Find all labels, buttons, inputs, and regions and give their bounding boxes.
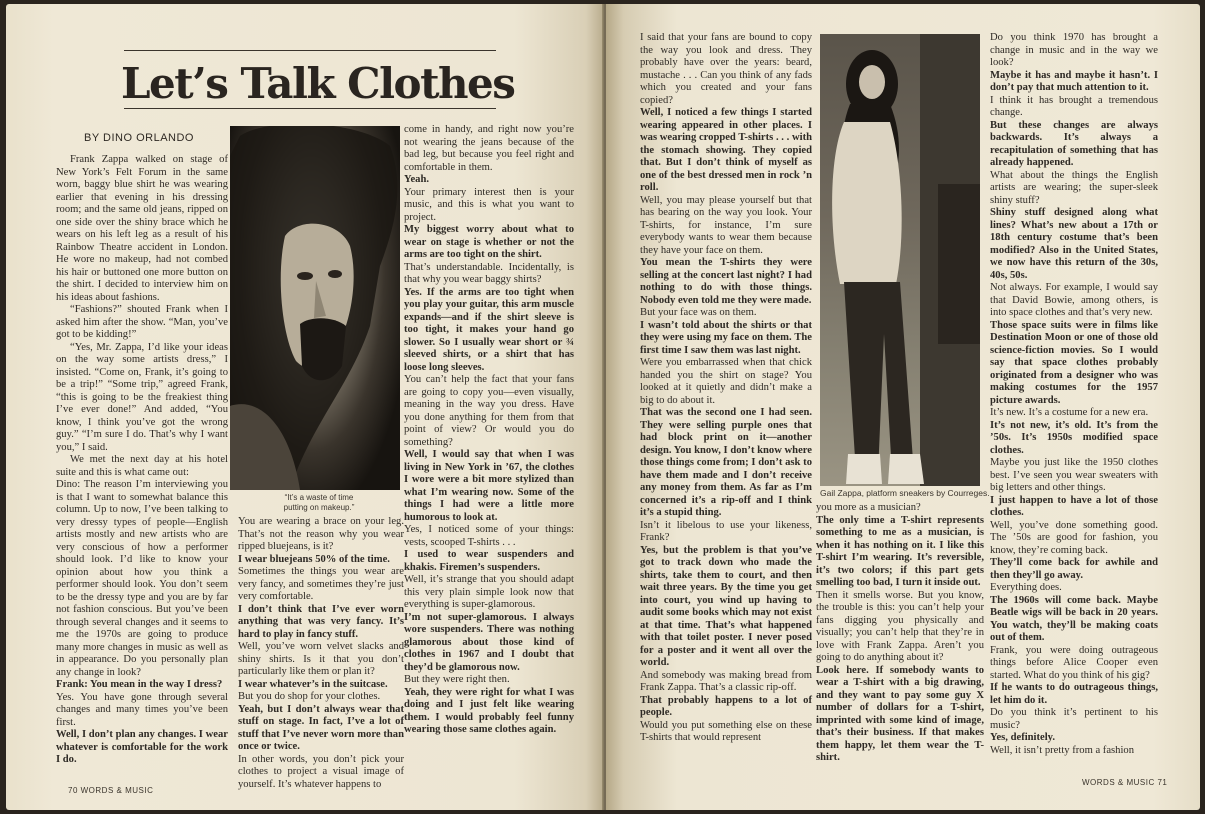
paragraph: “Yes, Mr. Zappa, I’d like your ideas on the way some artists dress,” I insisted. “Come on, Frank, it’s going to be a trip!” “Some trip,” agreed Frank, “this is going to be the freakiest thing I’ve ever done!” And added, “You know, I think you’ve got the wrong guy.” “I’m sure I do. That’s why I want you,” I said. (56, 341, 228, 453)
paragraph: And somebody was making bread from Frank Zappa. That’s a classic rip-off. (640, 669, 812, 693)
paragraph: Yeah. (404, 174, 430, 185)
paragraph: I wear bluejeans 50% of the time. (238, 553, 390, 565)
paragraph: In other words, you don’t pick your clothes to project a visual image of yourself. It’s whatever happens to (238, 753, 404, 790)
paragraph: Isn’t it libelous to use your likeness, Frank? (640, 519, 812, 543)
paragraph: Well, I don’t plan any changes. I wear whatever is comfortable for the work I do. (56, 729, 228, 765)
paragraph: Well, I would say that when I was living in New York in ’67, the clothes I wore were a bit more stylized than what I’m wearing now. Some of the things I had were a little more humorous to look at. (404, 449, 574, 523)
paragraph: The only time a T-shirt represents something to me as a musician, is when it has nothing on it. I like this T-shirt I’m wearing. It’s reversible, it’s two colors; if this part gets smelling too bad, I turn it inside out. (816, 514, 984, 588)
paragraph: Shiny stuff designed along what lines? What’s new about a 17th or 18th century costume that’s been modified? Also in the United States, we now have this return of the 30s, 40s, 50s. (990, 207, 1158, 281)
paragraph: It’s not new, it’s old. It’s from the ’50s. It’s 1950s modified space clothes. (990, 419, 1158, 456)
paragraph: I’m not super-glamorous. I always wore suspenders. There was nothing glamorous about those kind of clothes in 1967 and I doubt that they’d be glamorous now. (404, 611, 574, 673)
title-rule-bottom (124, 108, 496, 109)
paragraph: It’s new. It’s a costume for a new era. (990, 407, 1149, 418)
paragraph: I said that your fans are bound to copy the way you look and dress. They probably have over the years: beard, mustache . . . Can you think of any fads which you created and your fans copied? (640, 32, 812, 106)
paragraph: Well, you’ve done something good. The ’50s are good for fashion, you know, they’re coming back. (990, 519, 1158, 556)
paragraph: I used to wear suspenders and khakis. Firemen’s suspenders. (404, 549, 574, 573)
paragraph: Not always. For example, I would say that David Bowie, among others, is into space clothes and that’s very new. (990, 282, 1158, 318)
paragraph: Yes, definitely. (990, 732, 1056, 743)
paragraph: Well, I noticed a few things I started wearing appeared in other places. I was wearing cropped T-shirts . . . with the stomach showing. They copied that. But I don’t think of myself as one of the best dressed men in rock ’n roll. (640, 107, 812, 193)
paragraph: you more as a musician? (816, 502, 921, 513)
paragraph: Frank, you were doing outrageous things before Alice Cooper even started. What do you think of his gig? (990, 644, 1158, 681)
byline: BY DINO ORLANDO (84, 132, 194, 144)
paragraph: come in handy, and right now you’re not wearing the jeans because of the bad leg, but because you feel right and comfortable in them. (404, 124, 574, 173)
paragraph: We met the next day at his hotel suite and this is what came out: (56, 454, 228, 478)
left-column-2 (238, 516, 404, 791)
paragraph: You can’t help the fact that your fans are going to copy you—even visually, meaning in the way you dress. Have you done anything for them from that point of view? Or would you do something? (404, 374, 574, 448)
paragraph: Were you embarrassed when that chick handed you the shirt on stage? You looked at it quietly and didn’t make a big to do about it. (640, 357, 812, 406)
paragraph: Dino: The reason I’m interviewing you is that I want to somewhat balance this column. Up to now, I’ve been talking to very dressy types of people—English artists mostly and new artists who are very conscious of how a performer should look. I’d like to know your opinion about how you think a performer should look. You don’t seem to be the dressy type and you are by far not fashion conscious. But you’ve been through several changes and it seems to me the 1970s are going to produce many more changes in music as well as in appearance. Do you personally plan any change in look? (56, 479, 228, 678)
page-number-left: 70 WORDS & MUSIC (68, 786, 154, 795)
paragraph: But you do shop for your clothes. (238, 691, 381, 702)
paragraph: If he wants to do outrageous things, let him do it. (990, 682, 1158, 706)
paragraph: I don’t think that I’ve ever worn anything that was very fancy. It’s hard to play in fancy stuff. (238, 603, 404, 640)
paragraph: Frank: You mean in the way I dress? (56, 679, 223, 690)
paragraph: That was the second one I had seen. They were selling purple ones that had block print on it—another design. You know, I don’t know where those things come from; I don’t ask to have them made and I don’t receive any money from them. As far as I’m concerned it’s a rip-off and I think it’s a stupid thing. (640, 407, 812, 518)
photo-caption-left: “It’s a waste of time putting on makeup.” (283, 493, 355, 512)
paragraph: Yes. If the arms are too tight when you play your guitar, this arm muscle expands—and if the shirt sleeve is too tight, it makes your hand go slower. So I usually wear short or ¾ sleeved shirts, or a shirt that has loose long sleeves. (404, 286, 574, 373)
paragraph: Yeah, they were right for what I was doing and I just felt like wearing them. I would probably feel funny wearing those same clothes again. (404, 686, 574, 735)
paragraph: I wear whatever’s in the suitcase. (238, 678, 388, 690)
paragraph: But these changes are always backwards. It’s always a recapitulation of something that has already happened. (990, 119, 1158, 168)
paragraph: But your face was on them. (640, 307, 757, 318)
paragraph: You are wearing a brace on your leg. That’s not the reason why you wear ripped bluejeans, is it? (238, 516, 404, 552)
paragraph: That probably happens to a lot of people. (640, 694, 812, 718)
paragraph: The 1960s will come back. Maybe Beatle wigs will be back in 20 years. You watch, they’ll be making coats out of them. (990, 594, 1158, 643)
paragraph: Well, you’ve worn velvet slacks and shiny shirts. Is it that you don’t particularly like them or plan it? (238, 641, 404, 677)
paragraph: My biggest worry about what to wear on stage is whether or not the arms are too tight on the shirt. (404, 224, 574, 260)
photo-caption-right: Gail Zappa, platform sneakers by Courreges. (820, 488, 990, 498)
paragraph: That’s understandable. Incidentally, is that why you wear baggy shirts? (404, 261, 574, 285)
left-page (6, 4, 604, 810)
paragraph: Yes, but the problem is that you’ve got to track down who made the shirts, take them to court, and then wait three years. By the time you get into court, you wind up having to audit some books which may not exist at that time. That’s what happened with that toilet poster. I never posed for a poster and it went all over the world. (640, 544, 812, 668)
right-column-3 (990, 32, 1158, 757)
paragraph: Yes, I noticed some of your things: vests, scooped T-shirts . . . (404, 524, 574, 548)
paragraph: I wasn’t told about the shirts or that they were using my face on them. The first time I saw them was last night. (640, 319, 812, 356)
paragraph: Would you put something else on these T-shirts that would represent (640, 719, 812, 743)
frank-zappa-photo (230, 126, 400, 490)
paragraph: Maybe you just like the 1950 clothes best. I’ve seen you wear sweaters with big letters and other things. (990, 457, 1158, 493)
paragraph: Maybe it has and maybe it hasn’t. I don’t pay that much attention to it. (990, 69, 1158, 93)
paragraph: Frank Zappa walked on stage of New York’s Felt Forum in the same worn, baggy blue shirt he was wearing earlier that evening in his dressing room; and the same old jeans, ripped on one side over the shiny brace which he wears on his left leg as a result of his Rainbow Theatre accident in London. He wore no makeup, had not combed his hair or buttoned one more button on the shirt. I decided to interview him on his ideas about fashions. (56, 154, 228, 303)
paragraph: Then it smells worse. But you know, the trouble is this: you can’t help your fans digging you physically and visually; you can’t help that they’re in love with Frank Zappa. Aren’t you going to do anything about it? (816, 589, 984, 663)
gail-zappa-photo (820, 34, 980, 486)
paragraph: You mean the T-shirts they were selling at the concert last night? I had nothing to do with those things. Nobody even told me they were made. (640, 257, 812, 306)
paragraph: Yeah, but I don’t always wear that stuff on stage. In fact, I’ve a lot of stuff that I’ve never worn more than once or twice. (238, 703, 404, 752)
paragraph: Sometimes the things you wear are very fancy, and sometimes they’re just very comfortable. (238, 566, 404, 602)
paragraph: Look here. If somebody wants to wear a T-shirt with a big drawing, and they want to pay some guy X number of dollars for a T-shirt, imprinted with some kind of image, that’s their business. If that makes them happy, let them wear the T-shirt. (816, 664, 984, 763)
paragraph: Those space suits were in films like Destination Moon or one of those old science-fiction movies. So I would say that space clothes probably originated from a designer who was making costumes for the 1957 picture awards. (990, 319, 1158, 406)
page-number-right: WORDS & MUSIC 71 (1082, 778, 1168, 787)
paragraph: I think it has brought a tremendous change. (990, 94, 1158, 118)
paragraph: Everything does. (990, 582, 1062, 593)
paragraph: Yes. You have gone through several changes and many times you’ve been first. (56, 691, 228, 728)
paragraph: Your primary interest then is your music, and this is what you want to project. (404, 186, 574, 223)
paragraph: Well, you may please yourself but that has bearing on the way you look. Your T-shirts, for instance, I’m sure everybody wants to wear them because they have your face on them. (640, 194, 812, 256)
paragraph: Do you think 1970 has brought a change in music and in the way we look? (990, 32, 1158, 68)
paragraph: Well, it isn’t pretty from a fashion (990, 744, 1134, 756)
paragraph: They’ll come back for awhile and then they’ll go away. (990, 557, 1158, 581)
paragraph: Do you think it’s pertinent to his music? (990, 707, 1158, 731)
right-column-1 (640, 32, 812, 745)
title-rule-top (124, 50, 496, 51)
right-column-2 (816, 502, 984, 765)
paragraph: Well, it’s strange that you should adapt this very plain simple look now that everything is super-glamorous. (404, 574, 574, 610)
left-column-1 (56, 154, 228, 767)
left-column-3 (404, 124, 574, 737)
paragraph: “Fashions?” shouted Frank when I asked him after the show. “Man, you’ve got to be kidding!” (56, 304, 228, 340)
paragraph: What about the things the English artists are wearing; the super-sleek shiny stuff? (990, 169, 1158, 206)
paragraph: I just happen to have a lot of those clothes. (990, 494, 1158, 518)
article-title: Let’s Talk Clothes (121, 59, 515, 108)
right-page (606, 4, 1200, 810)
paragraph: But they were right then. (404, 674, 510, 685)
